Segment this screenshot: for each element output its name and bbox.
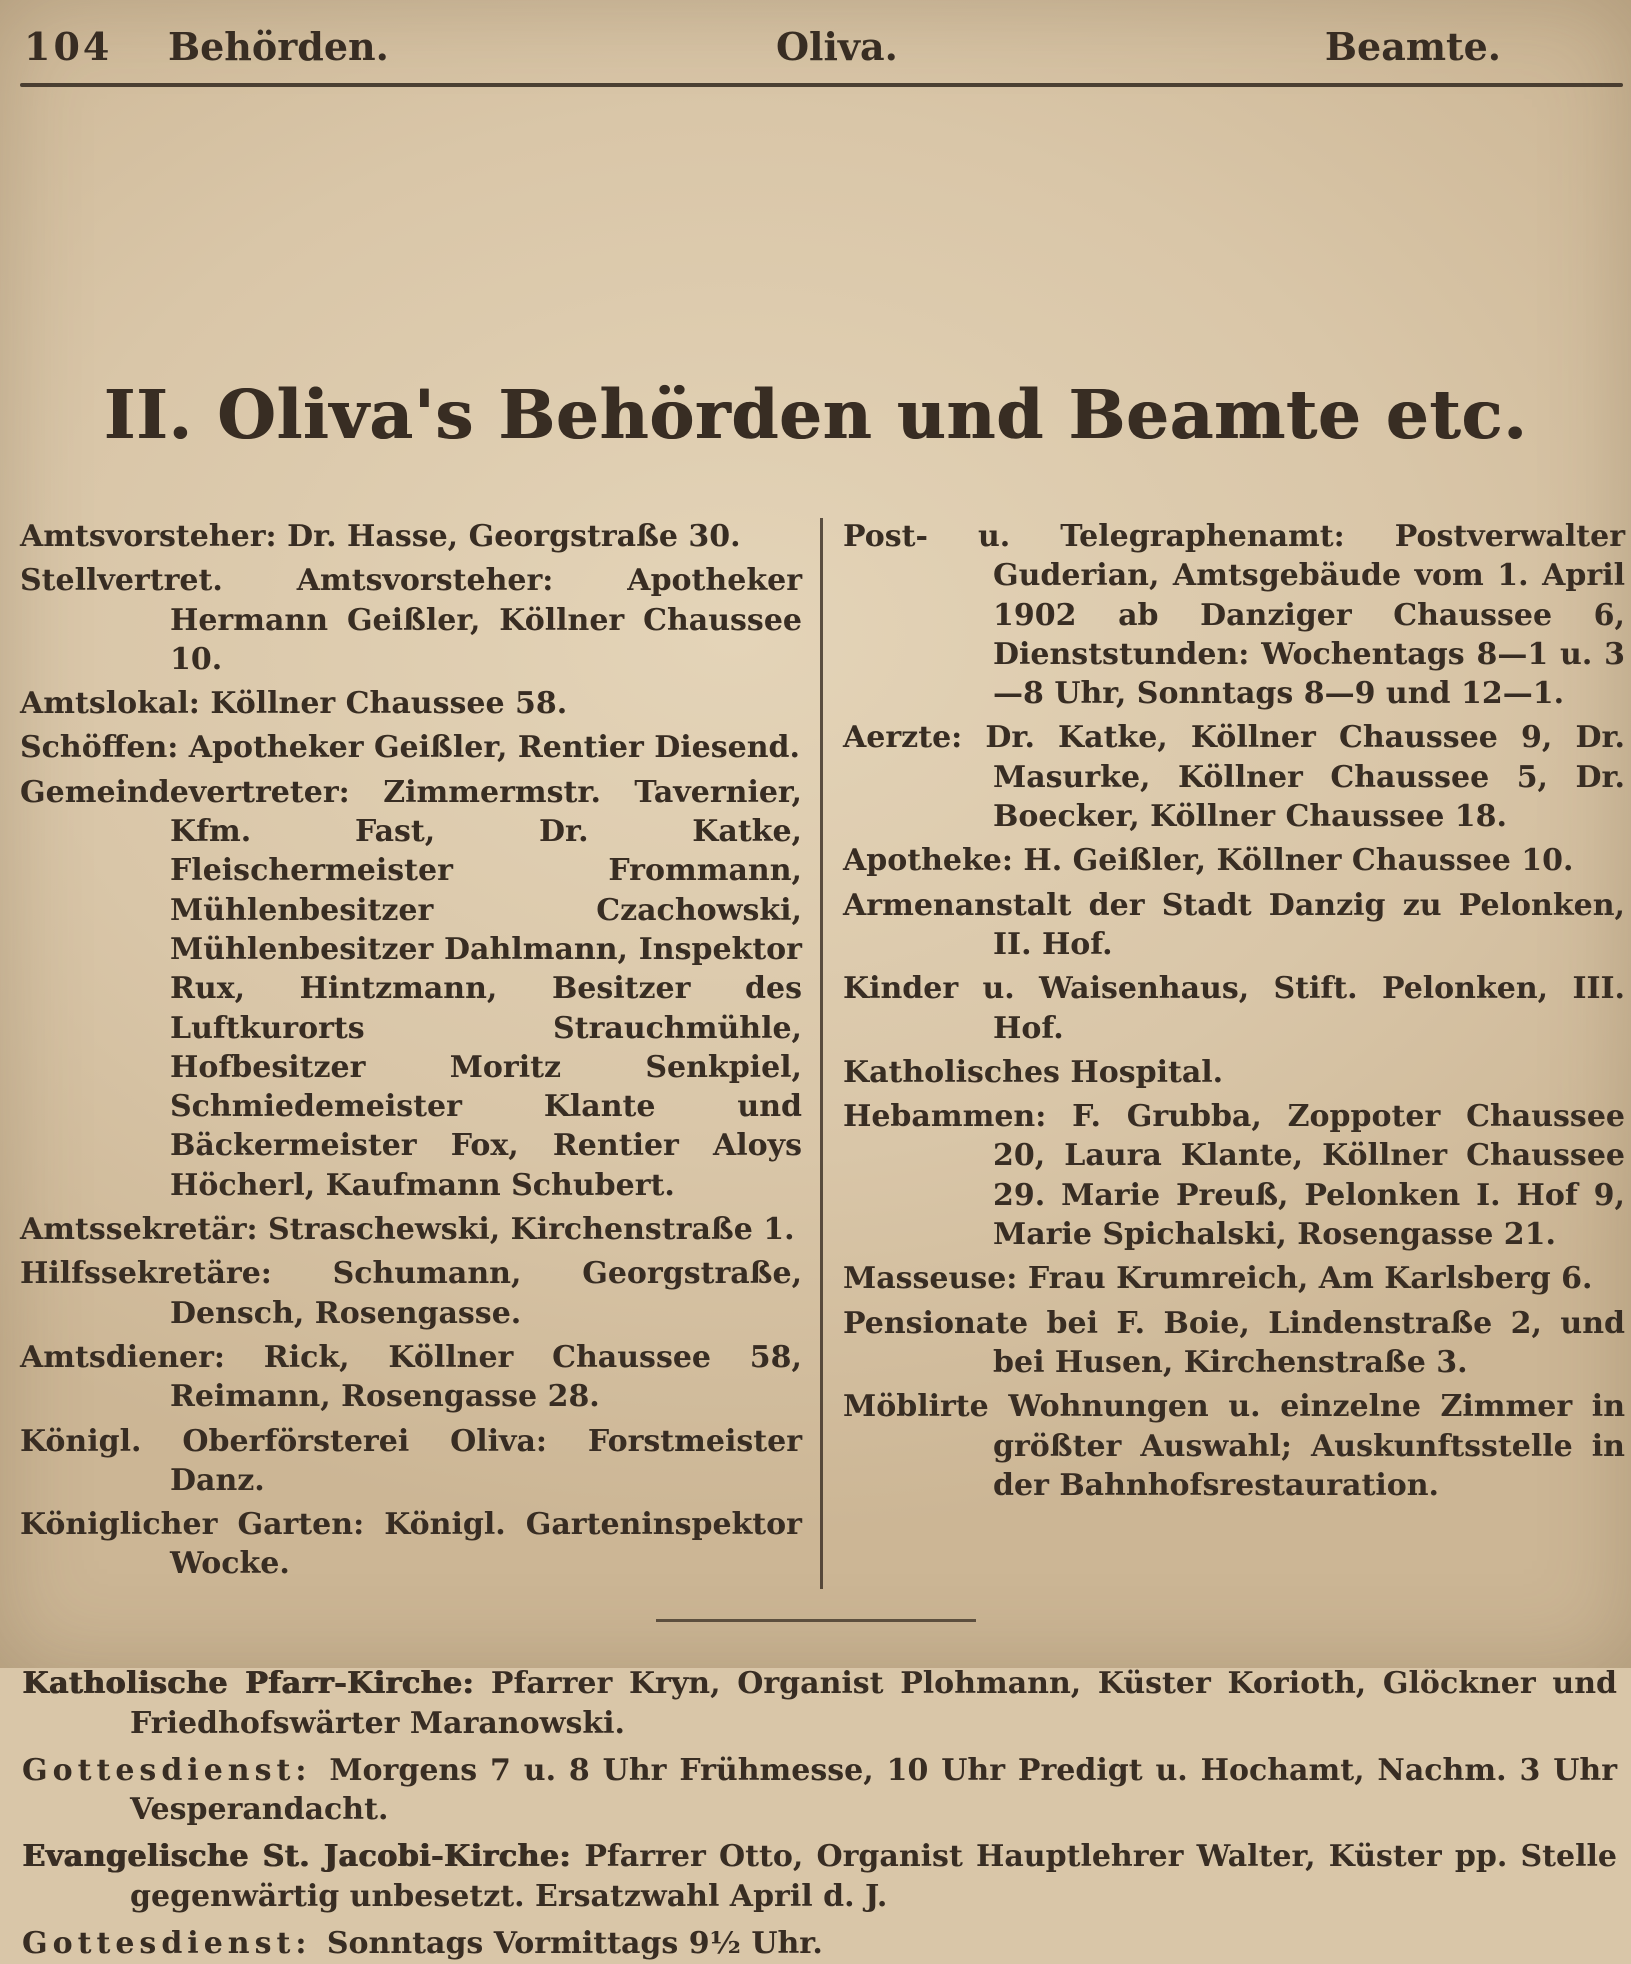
directory-entry [843,517,1625,713]
directory-entry [20,684,802,723]
entry-text: Zimmermstr. Tavernier, Kfm. Fast, Dr. Katke, Fleischermeister Frommann, Mühlenbesitzer Czachowski, Mühlenbesitzer Dahlmann, Inspektor Rux, Hintzmann, Besitzer des Luftkurorts Strauchmühle, Hofbesitzer Moritz Senkpiel, Schmiedemeister Klante und Bäckermeister Fox, Rentier Aloys Höcherl, Kaufmann Schubert. [170,774,802,1203]
entry-text: Morgens 7 u. 8 Uhr Frühmesse, 10 Uhr Predigt u. Hochamt, Nachm. 3 Uhr Vesperandacht. [130,1752,1617,1828]
entry-lead: Apotheke: [843,843,1024,879]
entry-lead: Königl. Oberförsterei Oliva: [20,1423,588,1459]
entry-lead: Amtslokal: [20,686,211,722]
directory-entry [22,1751,1617,1831]
entry-text: Pfarrer Otto, Organist Hauptlehrer Walter, Küster pp. Stelle gegenwärtig unbesetzt. Ersatzwahl April d. J. [130,1839,1618,1915]
entry-text: F. Grubba, Zoppoter Chaussee 20, Laura Klante, Köllner Chaussee 29. Marie Preuß, Pelonken I. Hof 9, Marie Spichalski, Rosengasse 21. [993,1099,1625,1253]
entry-text: Dr. Hasse, Georgstraße 30. [287,519,741,554]
entry-text: Dr. Katke, Köllner Chaussee 9, Dr. Masurke, Köllner Chaussee 5, Dr. Boecker, Köllner Chaussee 18. [985,720,1625,835]
entry-text: Straschewski, Kirchenstraße 1. [268,1212,795,1248]
directory-entry [20,728,802,767]
entry-text: Apotheker Hermann Geißler, Köllner Chaussee 10. [170,563,802,677]
entry-text: H. Geißler, Köllner Chaussee 10. [1023,843,1574,879]
running-head-center: Oliva. [775,24,898,69]
entry-text: Forstmeister Danz. [170,1423,802,1498]
entry-lead: Gottesdienst: [22,1926,327,1962]
directory-columns [0,512,1631,1589]
directory-entry [843,1259,1625,1298]
directory-entry [22,1924,1617,1964]
left-column [20,512,820,1589]
section-divider [656,1619,976,1622]
page-number: 104 [24,24,113,69]
entry-lead: Hilfssekretäre: [20,1256,333,1292]
running-head-left: Behörden. [168,24,389,69]
entry-lead: Hebammen: [843,1099,1073,1135]
church-section [0,1664,1631,1964]
entry-text: Postverwalter Guderian, Amtsgebäude vom 1. April 1902 ab Danziger Chaussee 6, Dienststunden: Wochentags 8—1 u. 3—8 Uhr, Sonntags 8—9 und 12—1. [993,519,1625,712]
directory-entry [843,718,1625,836]
directory-entry [843,886,1625,965]
directory-entry [22,1837,1617,1917]
entry-text: Katholisches Hospital. [843,1054,1224,1090]
entry-lead: Schöffen: [20,730,189,766]
column-divider [820,518,823,1589]
directory-entry [843,1387,1625,1505]
directory-entry [20,1254,802,1333]
directory-entry [20,1505,802,1584]
entry-text: Armenanstalt der Stadt Danzig zu Pelonken, II. Hof. [843,887,1625,962]
running-head-right: Beamte. [1324,24,1501,69]
entry-text: Apotheker Geißler, Rentier Diesend. [188,730,800,766]
entry-text: Pensionate bei F. Boie, Lindenstraße 2, und bei Husen, Kirchenstraße 3. [843,1305,1625,1380]
directory-entry [20,1338,802,1417]
entry-lead: Masseuse: [843,1261,1028,1297]
directory-entry [20,1422,802,1501]
entry-lead: Evangelische St. Jacobi-Kirche: [22,1839,585,1875]
entry-text: Rick, Köllner Chaussee 58, Reimann, Rosengasse 28. [170,1339,802,1415]
directory-entry [22,1664,1617,1744]
entry-lead: Stellvertret. Amtsvorsteher: [20,563,628,599]
directory-entry [843,1053,1625,1092]
entry-lead: Amtssekretär: [20,1212,269,1248]
entry-text: Königl. Garteninspektor Wocke. [170,1507,802,1582]
directory-entry [20,773,802,1205]
entry-lead: Katholische Pfarr-Kirche: [22,1665,491,1701]
directory-entry [843,1097,1625,1254]
entry-text: Möblirte Wohnungen u. einzelne Zimmer in größter Auswahl; Auskunftsstelle in der Bahnhofsrestauration. [843,1389,1625,1503]
entry-text: Köllner Chaussee 58. [210,686,568,722]
entry-text: Kinder u. Waisenhaus, Stift. Pelonken, III. Hof. [843,971,1625,1046]
entry-text: Sonntags Vormittags 9½ Uhr. [326,1926,823,1962]
directory-entry [20,517,802,556]
header-rule [20,83,1623,87]
right-column [823,512,1625,1589]
running-head [0,0,1631,69]
entry-lead: Post- u. Telegraphenamt: [843,519,1395,554]
entry-lead: Königlicher Garten: [20,1507,385,1543]
entry-lead: Gemeindevertreter: [20,774,384,810]
entry-text: Schumann, Georgstraße, Densch, Rosengasse. [170,1256,803,1331]
entry-lead: Amtsvorsteher: [20,519,288,554]
entry-lead: Gottesdienst: [22,1752,330,1788]
directory-entry [20,561,802,679]
directory-entry [843,969,1625,1048]
directory-entry [843,841,1625,880]
entry-lead: Amtsdiener: [20,1339,264,1375]
directory-entry [843,1304,1625,1383]
entry-text: Pfarrer Kryn, Organist Plohmann, Küster Korioth, Glöckner und Friedhofswärter Maranowski. [130,1665,1617,1741]
entry-text: Frau Krumreich, Am Karlsberg 6. [1027,1261,1593,1297]
directory-entry [20,1210,802,1249]
page-title: II. Oliva's Behörden und Beamte etc. [103,375,1528,454]
entry-lead: Aerzte: [843,720,986,756]
